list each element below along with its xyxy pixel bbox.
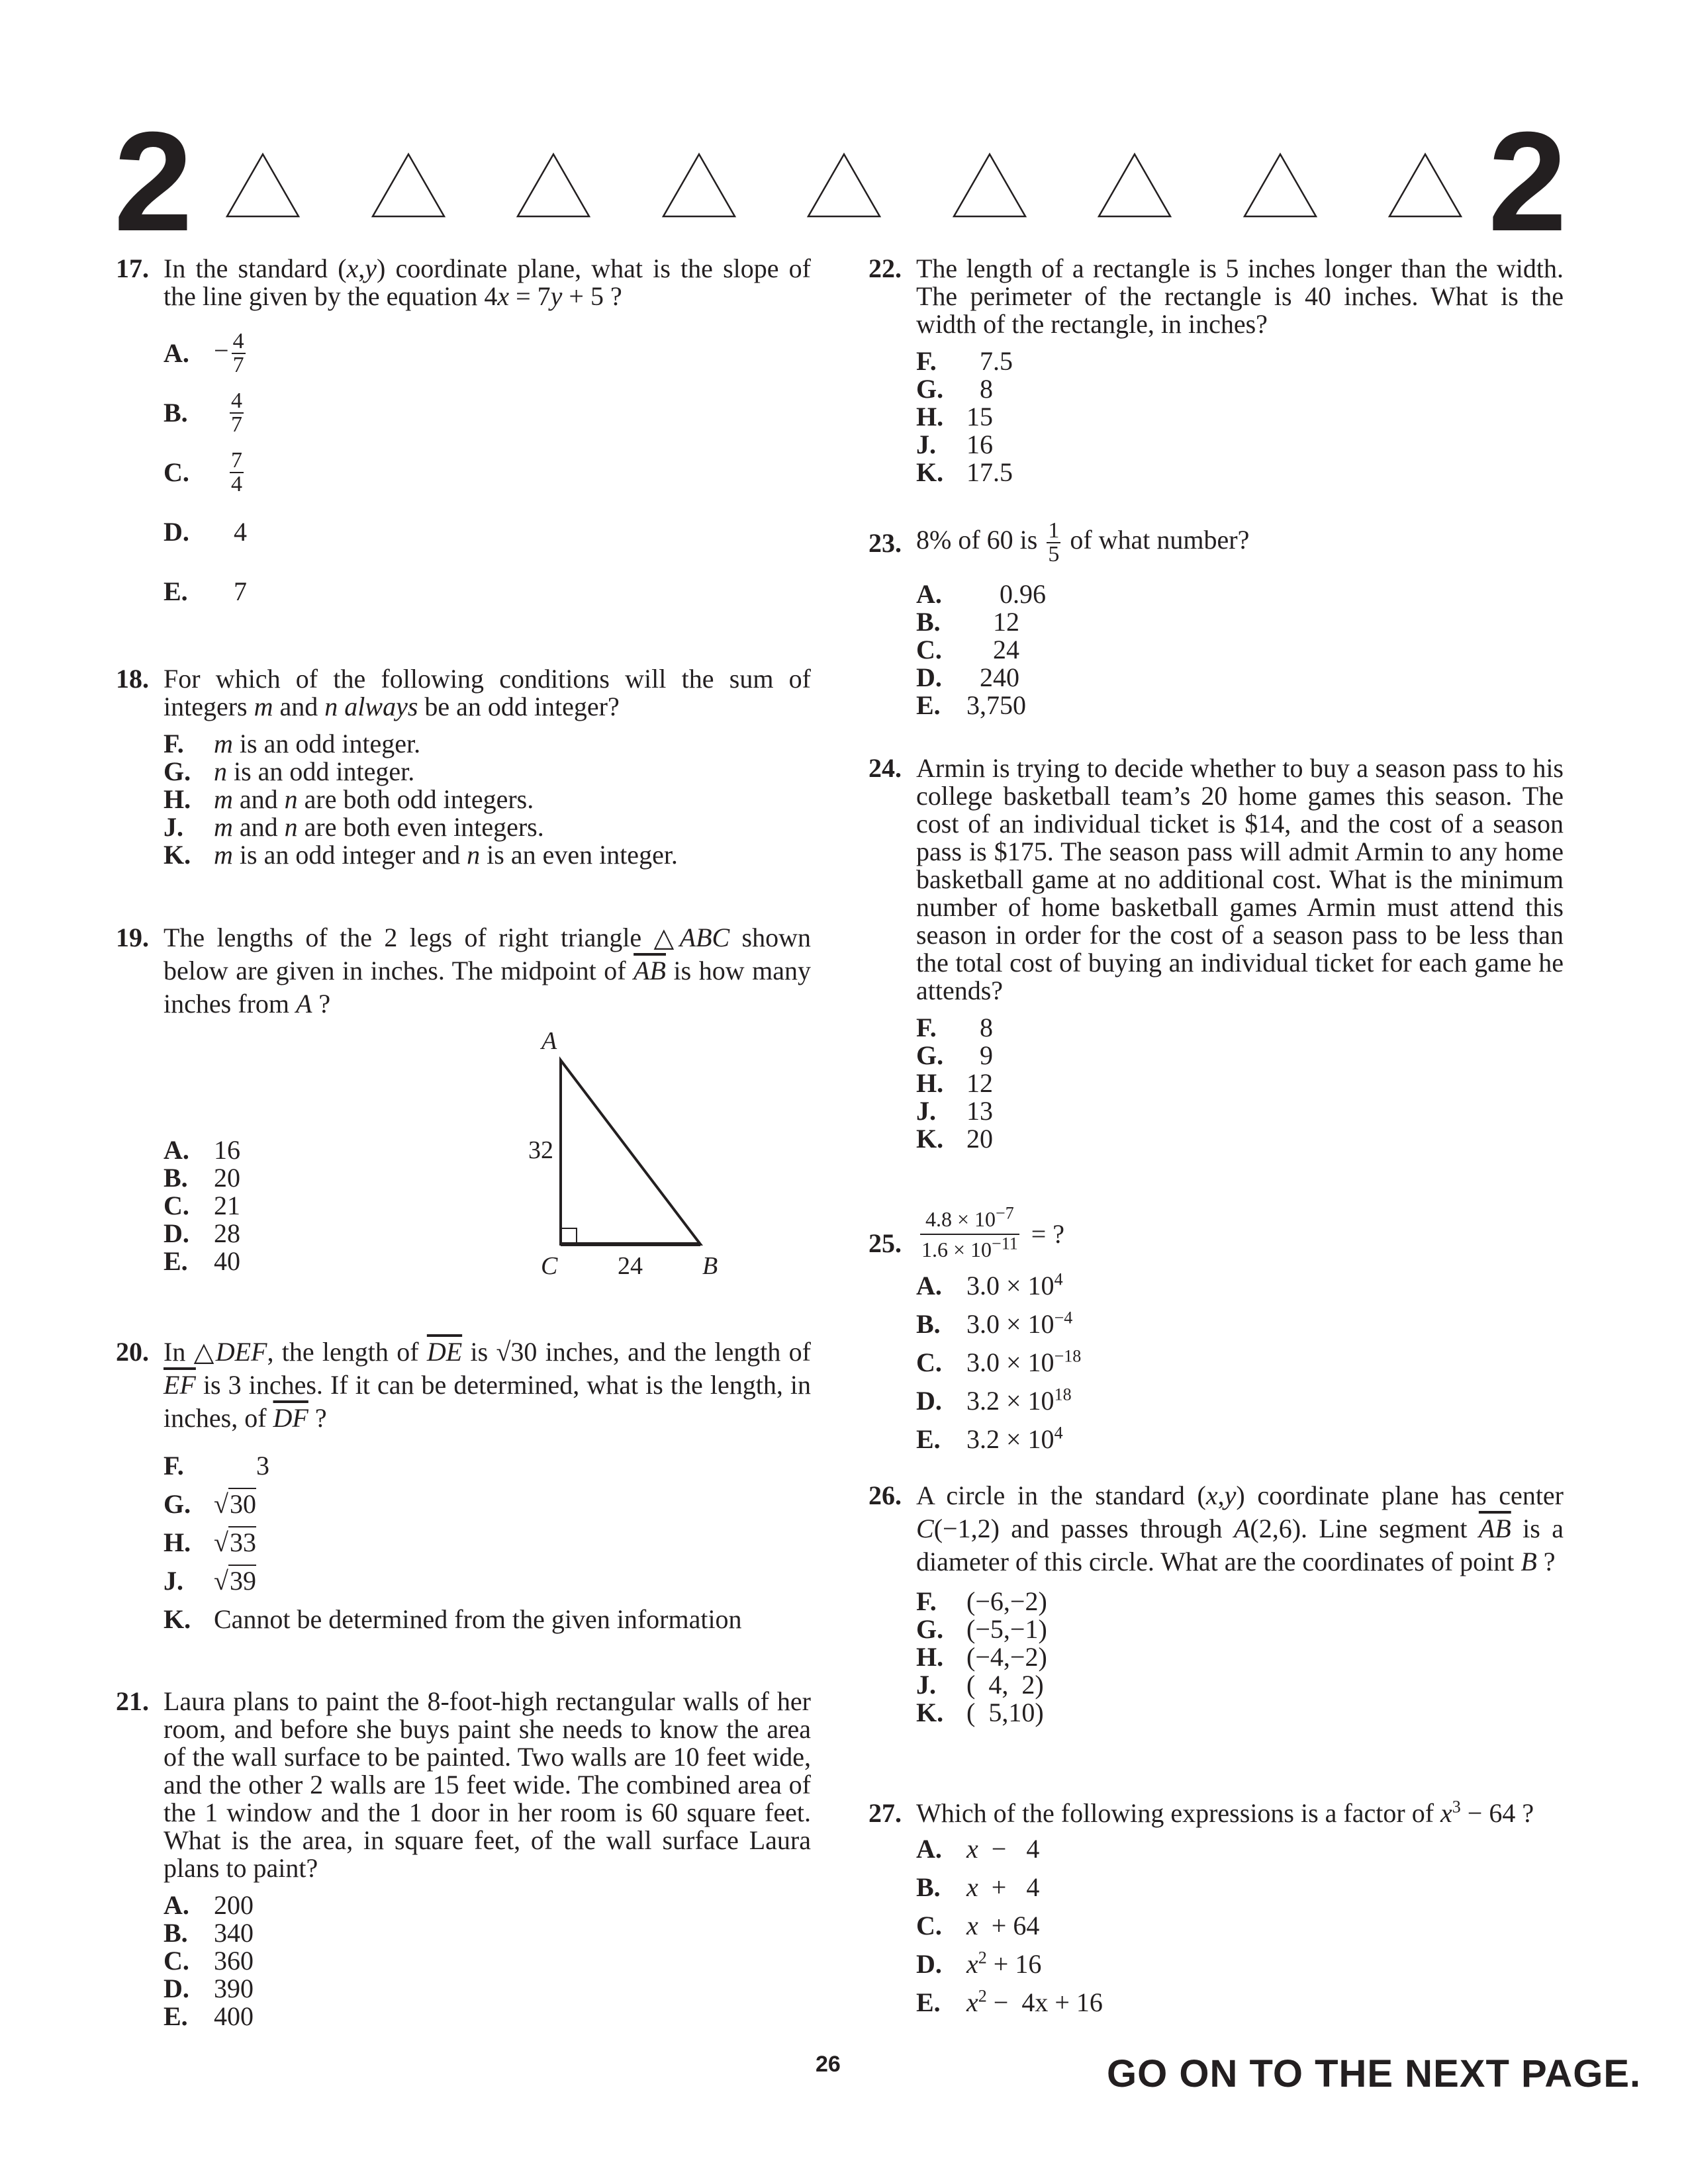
answer-option-a[interactable]: A. − $\frac{4}{7}$ bbox=[164, 329, 244, 377]
question-number: 21. bbox=[116, 1686, 149, 1716]
question-23 bbox=[868, 520, 1564, 719]
answer-option-h[interactable]: H. (−4,−2) bbox=[916, 1642, 1047, 1672]
answer-options bbox=[164, 730, 811, 869]
leg-label-ac: 32 bbox=[528, 1136, 553, 1164]
answer-option-b[interactable]: B. $\frac{4}{7}$ bbox=[164, 388, 242, 437]
answer-option-f[interactable]: F. (−6,−2) bbox=[916, 1586, 1047, 1616]
answer-options bbox=[916, 1835, 1564, 2027]
answer-option-k[interactable]: K. ( 5,10) bbox=[916, 1698, 1044, 1727]
answer-option-f[interactable]: F. 8 bbox=[916, 1013, 993, 1042]
go-on-to-next-page: GO ON TO THE NEXT PAGE. bbox=[1107, 2052, 1642, 2095]
answer-option-g[interactable]: G. (−5,−1) bbox=[916, 1614, 1047, 1644]
question-17 bbox=[116, 255, 811, 621]
answer-option-f[interactable]: F. 7.5 bbox=[916, 346, 1013, 376]
answer-option-a[interactable]: A. x − 4 bbox=[916, 1834, 1040, 1864]
answer-options bbox=[916, 580, 1564, 719]
answer-option-j[interactable]: J. m and n are both even integers. bbox=[164, 812, 544, 842]
answer-option-c[interactable]: C. $\frac{7}{4}$ bbox=[164, 448, 242, 496]
vertex-label-a: A bbox=[541, 1027, 557, 1055]
question-text: 8% of 60 is $\frac{1}{5}$ of what number? bbox=[916, 518, 1250, 567]
answer-option-g[interactable]: G. 8 bbox=[916, 374, 993, 404]
triangle-icon bbox=[1387, 152, 1463, 218]
answer-option-c[interactable]: C. 360 bbox=[164, 1946, 254, 1976]
question-text: $\frac{4.8 \times 10^{-7}}{1.6 \times 10^{-11}}$ = ? bbox=[921, 1203, 1065, 1261]
answer-option-c[interactable]: C. 21 bbox=[164, 1191, 240, 1220]
question-number: 18. bbox=[116, 664, 149, 694]
question-20 bbox=[116, 1336, 811, 1641]
triangle-icon bbox=[516, 152, 591, 218]
triangle-icon bbox=[1097, 152, 1172, 218]
right-triangle-abc-figure bbox=[394, 1026, 738, 1284]
question-number: 27. bbox=[868, 1798, 902, 1828]
answer-options bbox=[164, 1449, 811, 1641]
question-text: The length of a rectangle is 5 inches longer than the width. The perimeter of the rectangle is 40 inches. What is the width of the rectangle, in inches? bbox=[916, 253, 1564, 339]
answer-option-a[interactable]: A. 200 bbox=[164, 1890, 254, 1920]
question-number: 17. bbox=[116, 253, 149, 283]
answer-option-k[interactable]: K. Cannot be determined from the given information bbox=[164, 1604, 742, 1634]
answer-option-d[interactable]: D. 390 bbox=[164, 1974, 254, 2003]
answer-option-e[interactable]: E. $3.2 \times 10^4$ bbox=[916, 1423, 1063, 1454]
answer-options bbox=[916, 1269, 1564, 1464]
answer-option-k[interactable]: K. 20 bbox=[916, 1124, 993, 1154]
answer-option-a[interactable]: A. 16 bbox=[164, 1135, 240, 1165]
triangle-icon bbox=[952, 152, 1027, 218]
answer-option-e[interactable]: E. 40 bbox=[164, 1246, 240, 1276]
question-27 bbox=[868, 1797, 1564, 2027]
answer-option-c[interactable]: C. $3.0 \times 10^{-18}$ bbox=[916, 1346, 1082, 1377]
leg-label-cb: 24 bbox=[618, 1252, 643, 1280]
answer-option-e[interactable]: E. 7 bbox=[164, 576, 247, 606]
question-number: 26. bbox=[868, 1480, 902, 1510]
answer-option-j[interactable]: J. 13 bbox=[916, 1096, 993, 1126]
question-number: 24. bbox=[868, 753, 902, 783]
answer-option-k[interactable]: K. m is an odd integer and n is an even integer. bbox=[164, 840, 678, 870]
answer-option-c[interactable]: C. x + 64 bbox=[916, 1911, 1040, 1940]
answer-option-b[interactable]: B. 12 bbox=[916, 607, 1019, 637]
answer-option-k[interactable]: K. 17.5 bbox=[916, 457, 1013, 487]
question-24 bbox=[868, 754, 1564, 1153]
answer-options bbox=[916, 1588, 1564, 1727]
triangle-icon bbox=[1243, 152, 1318, 218]
answer-option-d[interactable]: D. $3.2 \times 10^{18}$ bbox=[916, 1385, 1072, 1416]
answer-option-g[interactable]: G. n is an odd integer. bbox=[164, 756, 415, 786]
answer-option-b[interactable]: B. 340 bbox=[164, 1918, 254, 1948]
answer-option-j[interactable]: J. ( 4, 2) bbox=[916, 1670, 1044, 1700]
answer-option-d[interactable]: D. $x^2 + 16$ bbox=[916, 1948, 1042, 1979]
question-text: The lengths of the 2 legs of right triangle △ABC shown below are given in inches. The midpoint of $\overline{AB}$ is how many inches from A ? bbox=[164, 923, 812, 1019]
question-21 bbox=[116, 1688, 811, 2030]
answer-options bbox=[916, 347, 1564, 486]
answer-option-e[interactable]: E. $x^2 - 4x + 16$ bbox=[916, 1986, 1103, 2017]
triangle-icon bbox=[371, 152, 446, 218]
answer-options bbox=[164, 1891, 811, 2030]
answer-option-e[interactable]: E. 400 bbox=[164, 2001, 254, 2031]
answer-options bbox=[916, 1014, 1564, 1153]
answer-option-h[interactable]: H. 12 bbox=[916, 1068, 993, 1098]
section-number-left: 2 bbox=[114, 103, 189, 261]
answer-option-b[interactable]: B. 20 bbox=[164, 1163, 240, 1193]
question-text: Which of the following expressions is a factor of $x^3 - 64$ ? bbox=[916, 1797, 1534, 1828]
answer-option-d[interactable]: D. 28 bbox=[164, 1218, 240, 1248]
answer-option-a[interactable]: A. 0.96 bbox=[916, 579, 1046, 609]
triangle-icon bbox=[661, 152, 737, 218]
question-19 bbox=[116, 921, 811, 1021]
question-text: Armin is trying to decide whether to buy a season pass to his college basketball team’s 20 home games this season. The cost of an individual ticket is $14, and the cost of a season pass is $175. The season pass will admit Armin to any home basketball game at no additional cost. What is the minimum number of home basketball games Armin must attend this season in order for the cost of a season pass to be less than the total cost of buying an individual ticket for each game he attends? bbox=[916, 753, 1564, 1005]
answer-option-b[interactable]: B. $3.0 \times 10^{-4}$ bbox=[916, 1308, 1073, 1339]
question-number: 20. bbox=[116, 1337, 149, 1367]
section-number-right: 2 bbox=[1488, 103, 1564, 261]
answer-option-f[interactable]: F. 3 bbox=[164, 1451, 269, 1480]
question-25 bbox=[868, 1205, 1564, 1464]
question-text: For which of the following conditions will the sum of integers m and n always be an odd integer? bbox=[164, 664, 811, 721]
answer-option-j[interactable]: J. √39 bbox=[164, 1566, 256, 1596]
answer-option-h[interactable]: H. m and n are both odd integers. bbox=[164, 784, 534, 814]
question-number: 19. bbox=[116, 923, 149, 952]
question-text: In the standard (x,y) coordinate plane, what is the slope of the line given by the equation 4x = 7y + 5 ? bbox=[164, 253, 811, 311]
question-number: 23. bbox=[868, 528, 902, 558]
triangle-icon bbox=[225, 152, 301, 218]
answer-option-e[interactable]: E. 3,750 bbox=[916, 690, 1026, 720]
vertex-label-c: C bbox=[541, 1252, 558, 1280]
answer-option-b[interactable]: B. x + 4 bbox=[916, 1872, 1040, 1902]
answer-option-a[interactable]: A. $3.0 \times 10^4$ bbox=[916, 1269, 1063, 1300]
answer-option-d[interactable]: D. 240 bbox=[916, 662, 1019, 692]
vertex-label-b: B bbox=[702, 1252, 718, 1280]
answer-option-g[interactable]: G. 9 bbox=[916, 1040, 993, 1070]
answer-option-f[interactable]: F. m is an odd integer. bbox=[164, 729, 421, 758]
question-18 bbox=[116, 665, 811, 869]
question-text: In △DEF, the length of $\overline{DE}$ is √30 inches, and the length of $\overline{EF}$ is 3 inches. If it can be determined, what is the length, in inches, of $\overline{DF}$ ? bbox=[164, 1337, 811, 1433]
answer-options bbox=[164, 324, 811, 621]
question-22 bbox=[868, 255, 1564, 486]
answer-option-g[interactable]: G. √30 bbox=[164, 1489, 256, 1519]
answer-option-j[interactable]: J. 16 bbox=[916, 430, 993, 459]
question-26 bbox=[868, 1479, 1564, 1727]
answer-option-h[interactable]: H. 15 bbox=[916, 402, 993, 432]
question-text: Laura plans to paint the 8-foot-high rectangular walls of her room, and before she buys paint she needs to know the area of the wall surface to be painted. Two walls are 10 feet wide, and the other 2 walls are 15 feet wide. The combined area of the 1 window and the 1 door in her room is 60 square feet. What is the area, in square feet, of the wall surface Laura plans to paint? bbox=[164, 1686, 811, 1883]
question-number: 25. bbox=[868, 1228, 902, 1258]
answer-option-c[interactable]: C. 24 bbox=[916, 635, 1019, 664]
section-triangle-row bbox=[225, 152, 1463, 218]
answer-option-h[interactable]: H. √33 bbox=[164, 1527, 256, 1557]
question-text: A circle in the standard (x,y) coordinate plane has center C(−1,2) and passes through A(2,6). Line segment $\overline{AB}$ is a diameter of this circle. What are the coordinates of point B ? bbox=[916, 1480, 1564, 1576]
question-number: 22. bbox=[868, 253, 902, 283]
page-number: 26 bbox=[816, 2052, 841, 2077]
answer-option-d[interactable]: D. 4 bbox=[164, 517, 247, 547]
triangle-icon bbox=[806, 152, 882, 218]
